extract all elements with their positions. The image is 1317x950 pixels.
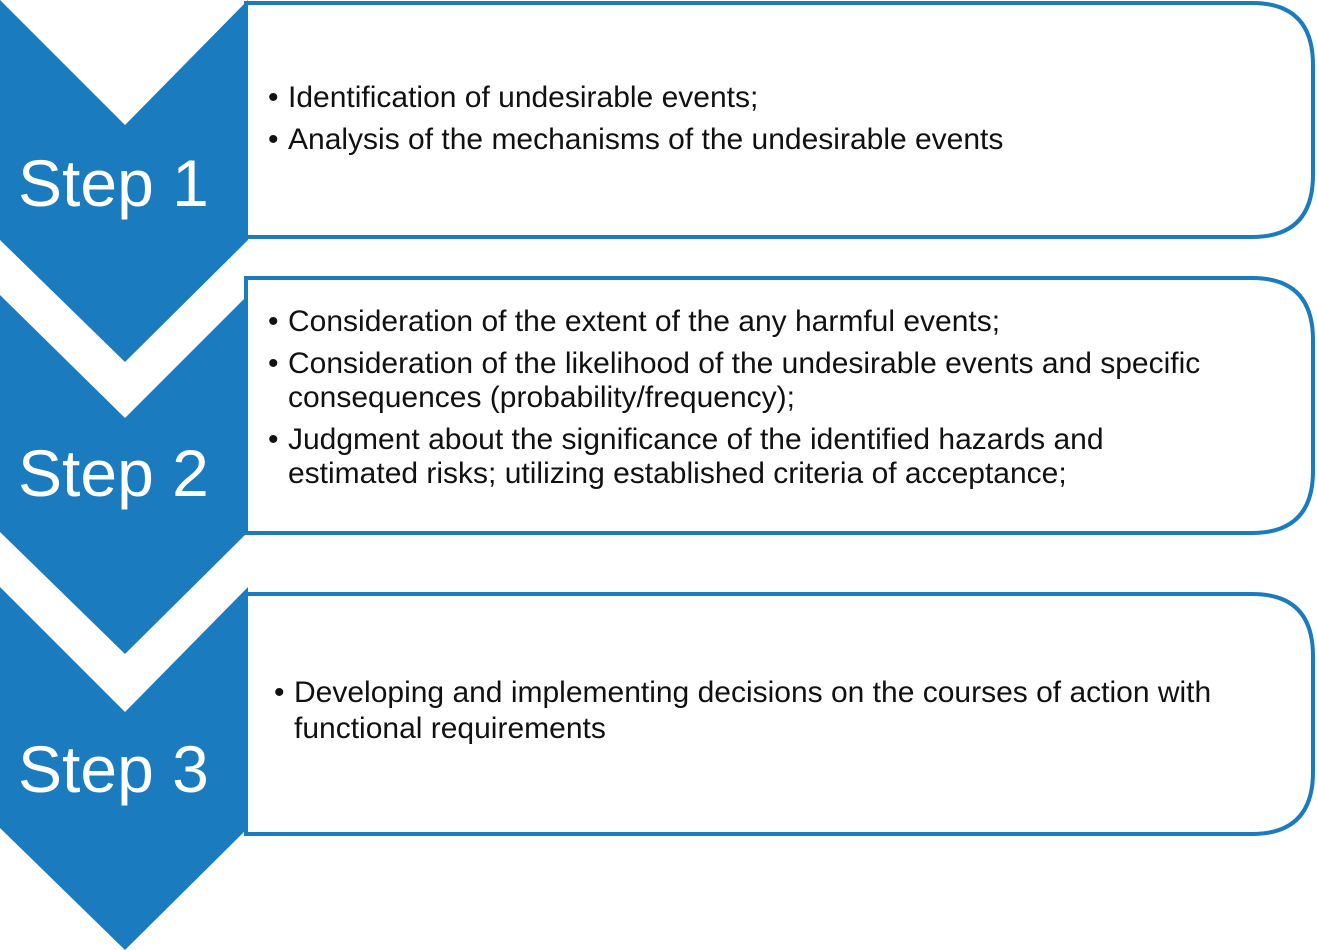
step-2-bullet-2: • Consideration of the likelihood of the undesirable events and specific consequences (probability/frequency); xyxy=(268,347,1303,415)
step-3-content xyxy=(274,675,1264,750)
step-2-content xyxy=(268,305,1303,494)
step-2-label: Step 2 xyxy=(18,436,209,510)
step-2-bullet-1: • Consideration of the extent of the any harmful events; xyxy=(268,305,1303,339)
step-1-label: Step 1 xyxy=(18,146,209,220)
step-2-bullet-3: • Judgment about the significance of the identified hazards and estimated risks; utilizing established criteria of acceptance; xyxy=(268,423,1218,491)
step-1-bullet-2: • Analysis of the mechanisms of the undesirable events xyxy=(268,120,1288,159)
step-1-bullet-1: • Identification of undesirable events; xyxy=(268,78,1288,117)
step-3-label: Step 3 xyxy=(18,732,209,806)
step-3-bullet-1: • Developing and implementing decisions on the courses of action with functional requirements xyxy=(274,675,1264,747)
step-1-content xyxy=(268,78,1288,162)
